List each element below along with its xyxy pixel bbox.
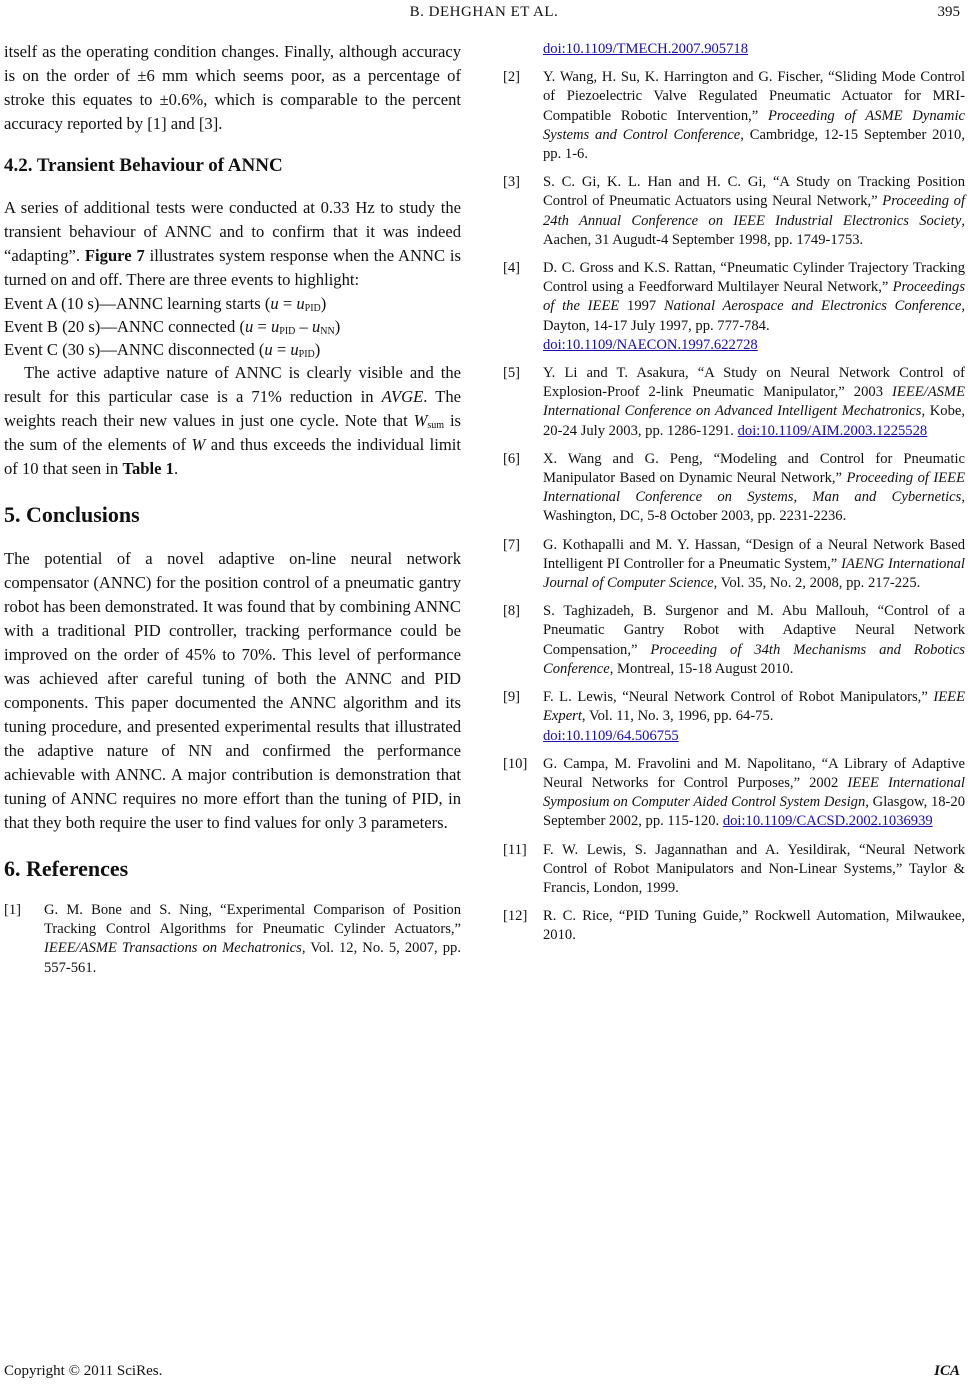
reference-5: [5] Y. Li and T. Asakura, “A Study on Neural Network Control of Explosion-Proof 2-link Pneumatic Manipulator,” 2003 IEEE/ASME International Conference on Advanced Intelligent Mechatronics, Kobe, 20-24 July 2003, pp. 1286-1291. doi:10.1109/AIM.2003.1225528 (503, 365, 965, 439)
left-column (4, 40, 461, 987)
event-a: Event A (10 s)—ANNC learning starts $(u = u_{PID})$ (4, 294, 327, 314)
doi-link[interactable]: doi:10.1109/CACSD.2002.1036939 (722, 813, 933, 830)
reference-7: [7] G. Kothapalli and M. Y. Hassan, “Design of a Neural Network Based Intelligent PI Controller for a Pneumatic System,” IAENG International Journal of Computer Science, Vol. 35, No. 2, 2008, pp. 217-225. (503, 536, 965, 592)
doi-link[interactable]: doi:10.1109/TMECH.2007.905718 (543, 41, 748, 57)
reference-12: [12] R. C. Rice, “PID Tuning Guide,” Rockwell Automation, Milwaukee, 2010. (503, 908, 965, 944)
reference-1: [1] G. M. Bone and S. Ning, “Experimental Comparison of Position Tracking Control Algorithms for Pneumatic Cylinder Actuators,” IEEE/ASME Transactions on Mechatronics, Vol. 12, No. 5, 2007, pp. 557-561. (4, 902, 461, 976)
intro-paragraph: itself as the operating condition changes. Finally, although accuracy is on the order of ±6 mm which seems poor, as a percentage of stroke this equates to ±0.6%, which is comparable to the percent accuracy reported by [1] and [3]. (4, 42, 461, 133)
reference-10: [10] G. Campa, M. Fravolini and M. Napolitano, “A Library of Adaptive Neural Networks for Control Purposes,” 2002 IEEE International Symposium on Computer Aided Control System Design, Glasgow, 18-20 September 2002, pp. 115-120. doi:10.1109/CACSD.2002.1036939 (503, 755, 965, 830)
running-title: B. DEHGHAN ET AL. (409, 4, 559, 20)
reference-8: [8] S. Taghizadeh, B. Surgenor and M. Abu Mallouh, “Control of a Pneumatic Gantry Robot with Adaptive Neural Network Compensation,” Proceeding of 34th Mechanisms and Robotics Conference, Montreal, 15-18 August 2010. (503, 603, 965, 677)
reference-6: [6] X. Wang and G. Peng, “Modeling and Control for Pneumatic Manipulator Based on Dynamic Neural Network,” Proceeding of IEEE International Conference on Systems, Man and Cybernetics, Washington, DC, 5-8 October 2003, pp. 2231-2236. (503, 450, 965, 525)
page-number: 395 (937, 4, 960, 20)
doi-link[interactable]: doi:10.1109/64.506755 (543, 727, 679, 744)
doi-link[interactable]: doi:10.1109/AIM.2003.1225528 (737, 422, 928, 439)
reference-4: [4] D. C. Gross and K.S. Rattan, “Pneumatic Cylinder Trajectory Tracking Control using a Feedforward Multilayer Neural Network,” Proceedings of the IEEE 1997 National Aerospace and Electronics Conference, Dayton, 14-17 July 1997, pp. 777-784. doi:10.1109/NAECON.1997.622728 (503, 260, 965, 353)
doi-link[interactable]: doi:10.1109/NAECON.1997.622728 (543, 336, 758, 353)
section-5-heading: 5. Conclusions (4, 502, 140, 527)
reference-9: [9] F. L. Lewis, “Neural Network Control of Robot Manipulators,” IEEE Expert, Vol. 11, No. 3, 1996, pp. 64-75. doi:10.1109/64.506755 (503, 689, 965, 744)
conclusions-paragraph: The potential of a novel adaptive on-line neural network compensator (ANNC) for the position control of a pneumatic gantry robot has been demonstrated. It was found that by combining ANNC with a traditional PID controller, tracking performance could be improved on the order of 45% to 70%. This level of performance was achieved after careful tuning of both the ANNC and PID components. This paper documented the ANNC algorithm and its tuning procedure, and presented experimental results that illustrated the adaptive nature of NN and confirmed the performance achievable with ANNC. A major contribution is demonstration that tuning of ANNC requires no more effort than the tuning of PID, in that they both require the user to find values for only 3 parameters. (4, 549, 461, 832)
page-footer (4, 1361, 960, 1381)
journal-abbrev: ICA (934, 1363, 960, 1379)
table-ref[interactable]: Table 1 (122, 459, 174, 478)
copyright-text: Copyright © 2011 SciRes. (4, 1363, 163, 1379)
running-header (0, 0, 968, 22)
reference-11: [11] F. W. Lewis, S. Jagannathan and A. Yesildirak, “Neural Network Control of Robot Manipulators and Non-Linear Systems,” Taylor & Francis, London, 1999. (503, 841, 965, 896)
figure-ref[interactable]: Figure 7 (84, 246, 145, 265)
transient-paragraph: A series of additional tests were conducted at 0.33 Hz to study the transient behaviour of ANNC and to confirm that it was indeed “adapting”. Figure 7 illustrates system response when the ANNC is turned on and off. There are three events to highlight: (4, 198, 462, 289)
reference-3: [3] S. C. Gi, K. L. Han and H. C. Gi, “A Study on Tracking Position Control of Pneumatic Actuators using Neural Network,” Proceeding of 24th Annual Conference on IEEE Industrial Electronics Society, Aachen, 31 Augudt-4 September 1998, pp. 1749-1753. (503, 174, 965, 248)
reference-1-doi (503, 40, 965, 59)
event-b: Event B (20 s)—ANNC connected $(u = u_{PID} - u_{NN})$ (4, 317, 341, 337)
adaptive-paragraph: The active adaptive nature of ANNC is clearly visible and the result for this particular case is a 71% reduction in AVGE. The weights reach their new values in just one cycle. Note that $W_{sum}$ is the sum of the elements of W and thus exceeds the individual limit of 10 that seen in Table 1. (4, 363, 462, 478)
right-column (503, 40, 965, 955)
event-c: Event C (30 s)—ANNC disconnected $(u = u_{PID})$ (4, 340, 321, 360)
section-6-heading: 6. References (4, 856, 129, 881)
section-4-2-heading: 4.2. Transient Behaviour of ANNC (4, 155, 283, 176)
reference-2: [2] Y. Wang, H. Su, K. Harrington and G. Fischer, “Sliding Mode Control of Piezoelectric Valve Regulated Pneumatic Actuator for MRI-Compatible Robotic Intervention,” Proceeding of ASME Dynamic Systems and Control Conference, Cambridge, 12-15 September 2010, pp. 1-6. (503, 69, 966, 163)
